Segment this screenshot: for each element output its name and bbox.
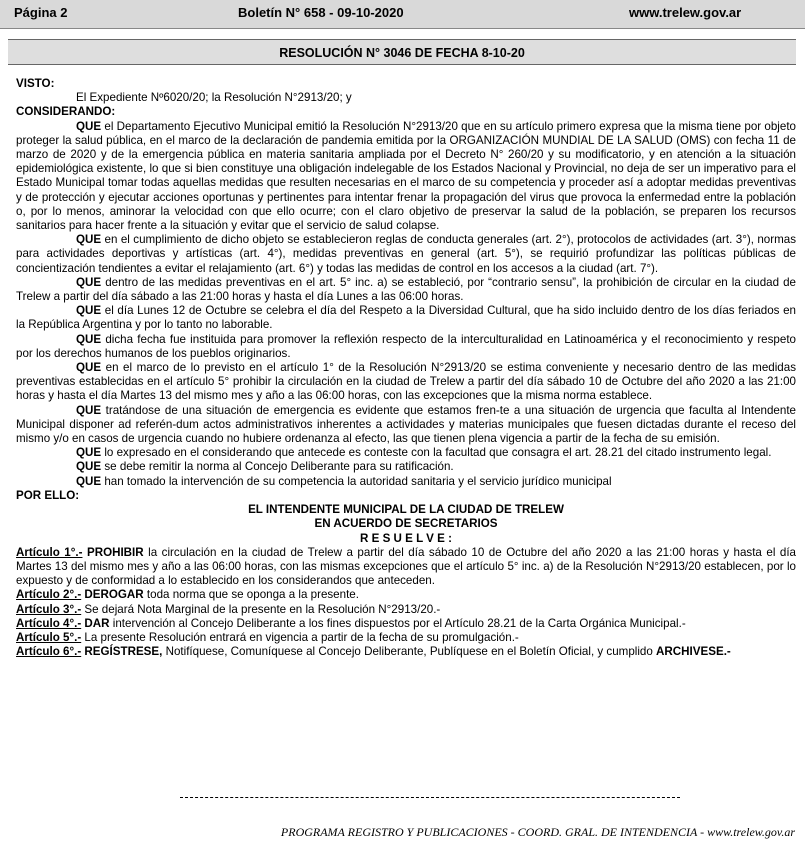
que-word: QUE bbox=[76, 446, 102, 460]
page-number: Página 2 bbox=[14, 5, 68, 20]
article-label: Artículo 4°.- bbox=[16, 616, 82, 630]
que-word: QUE bbox=[76, 275, 102, 289]
article-verb: REGÍSTRESE, bbox=[84, 645, 163, 659]
page-header bbox=[0, 0, 805, 29]
considerando-label: CONSIDERANDO: bbox=[16, 105, 116, 119]
article-2: Artículo 2°.- DEROGAR toda norma que se oponga a la presente. bbox=[16, 588, 359, 602]
article-label: Artículo 3°.- bbox=[16, 602, 82, 616]
considerando-item: QUE dicha fecha fue instituida para promover la reflexión respecto de la interculturalidad en Latinoamérica y el reconocimiento y respeto por los derechos humanos de los pueblos originarios. bbox=[16, 332, 796, 360]
que-word: QUE bbox=[76, 403, 102, 417]
article-5: Artículo 5°.- La presente Resolución entrará en vigencia a partir de la fecha de su promulgación.- bbox=[16, 630, 519, 644]
article-4: Artículo 4°.- DAR intervención al Concejo Deliberante a los fines dispuestos por el Artículo 28.21 de la Carta Orgánica Municipal.- bbox=[16, 616, 686, 630]
heading-intendente: EL INTENDENTE MUNICIPAL DE LA CIUDAD DE TRELEW bbox=[248, 503, 564, 517]
archivese-word: ARCHIVESE.- bbox=[656, 645, 731, 659]
article-label: Artículo 1°.- bbox=[16, 545, 83, 559]
resolution-body bbox=[16, 77, 796, 659]
considerando-item: QUE dentro de las medidas preventivas en el art. 5° inc. a) se estableció, por “contrario sensu”, la prohibición de circular en la ciudad de Trelew a partir del día sábado a las 21:00 horas y hasta el día Lunes a las 06:00 horas. bbox=[16, 275, 796, 304]
considerando-item: QUE en el marco de lo previsto en el artículo 1° de la Resolución N°2913/20 se estima conveniente y necesario dentro de las medidas preventivas establecidas en el artículo 5° prohibir la circulación en la ciudad de Trelew a partir del día sábado 10 de Octubre del año 2020 a las 21:00 horas y hasta el día Martes 13 del mismo mes y año a las 06:00 horas, con las excepciones que la misma norma establece. bbox=[16, 361, 796, 403]
que-word: QUE bbox=[76, 119, 102, 133]
article-verb: DAR bbox=[84, 616, 110, 630]
que-word: QUE bbox=[76, 304, 102, 318]
considerando-item: QUE han tomado la intervención de su competencia la autoridad sanitaria y el servicio jurídico municipal bbox=[76, 474, 612, 488]
article-3: Artículo 3°.- Se dejará Nota Marginal de la presente en la Resolución N°2913/20.- bbox=[16, 602, 441, 616]
considerando-item: QUE el día Lunes 12 de Octubre se celebra el día del Respeto a la Diversidad Cultural, que ha sido incluido dentro de los días feriados en la República Argentina y por lo tanto no laborable. bbox=[16, 304, 796, 332]
article-verb: DEROGAR bbox=[84, 588, 144, 602]
visto-label: VISTO: bbox=[16, 77, 55, 90]
bulletin-number: Boletín N° 658 - 09-10-2020 bbox=[238, 5, 404, 20]
que-word: QUE bbox=[76, 474, 102, 488]
resolution-title: RESOLUCIÓN N° 3046 DE FECHA 8-10-20 bbox=[8, 39, 796, 65]
por-ello-label: POR ELLO: bbox=[16, 488, 80, 502]
visto-text: El Expediente Nº6020/20; la Resolución N°2913/20; y bbox=[76, 91, 352, 105]
article-label: Artículo 6°.- bbox=[16, 645, 82, 659]
que-word: QUE bbox=[76, 233, 102, 247]
article-1: Artículo 1°.- PROHIBIR la circulación en la ciudad de Trelew a partir del día sábado 10 de Octubre del año 2020 a las 21:00 horas y hasta el día Martes 13 del mismo mes y año a las 06:00 horas, con las mismas excepciones que el artículo 5° inc. a) de la Resolución N°2913/20 establecen, por lo expuesto y de conformidad a lo establecido en los considerandos que anteceden. bbox=[16, 545, 796, 588]
considerando-item: QUE en el cumplimiento de dicho objeto se establecieron reglas de conducta generales (art. 2°), protocolos de actividades (art. 3°), normas para actividades deportivas y artísticas (art. 4°), medidas preventivas en general (art. 5°), se requirió profundizar las políticas públicas de concientización tendientes a evitar el relajamiento (art. 6°) y todas las medidas de control en los accesos a la ciudad (art. 7°). bbox=[16, 233, 796, 275]
article-label: Artículo 2°.- bbox=[16, 588, 82, 602]
article-label: Artículo 5°.- bbox=[16, 630, 82, 644]
article-verb: PROHIBIR bbox=[86, 545, 144, 559]
que-word: QUE bbox=[76, 460, 102, 474]
que-word: QUE bbox=[76, 361, 102, 375]
considerando-item: QUE tratándose de una situación de emergencia es evidente que estamos fren-te a una situación de urgencia que faculta al Intendente Municipal disponer ad referén-dum actos administrativos inherentes a actividades y materias municipales que fuesen dictadas durante el receso del mismo y/o en casos de urgencia cuando no hubiere ordenanza al efecto, las que tienen plena vigencia a partir de la fecha de su emisión. bbox=[16, 403, 796, 446]
footer-text: PROGRAMA REGISTRO Y PUBLICACIONES - COORD. GRAL. DE INTENDENCIA - www.trelew.gov.ar bbox=[280, 825, 795, 839]
site-url[interactable]: www.trelew.gov.ar bbox=[629, 5, 742, 20]
considerando-item: QUE el Departamento Ejecutivo Municipal emitió la Resolución N°2913/20 que en su artículo primero expresa que la misma tiene por objeto proteger la salud pública, en el marco de la declaración de pandemia emitida por la ORGANIZACIÓN MUNDIAL DE LA SALUD (OMS) con fecha 11 de marzo de 2020 y de la emergencia pública en materia sanitaria ampliada por el Decreto N° 260/20 y su modificatorio, y en atención a la situación epidemiológica existente, lo que si bien constituye una obligación indelegable de los Estados Nacional y Provincial, no deja de ser un imperativo para el Estado Municipal tomar todas aquellas medidas que resulten necesarias en el marco de su competencia y proceder así a adoptar medidas preventivas y de protección y ejecutar acciones oportunas y pertinentes para intentar frenar la propagación del virus que provoca la enfermedad entre la población o, por lo menos, aminorar la velocidad con que ello ocurre; con el claro objetivo de preservar la salud de la población, se preparen los recursos sanitarios para hacer frente a la situación y evitar que el servicio de salud colapse. bbox=[16, 119, 796, 233]
heading-secretarios: EN ACUERDO DE SECRETARIOS bbox=[314, 517, 498, 531]
considerando-item: QUE lo expresado en el considerando que antecede es conteste con la facultad que consagra el art. 28.21 del citado instrumento legal. bbox=[76, 446, 772, 460]
article-6: Artículo 6°.- REGÍSTRESE, Notifíquese, Comuníquese al Concejo Deliberante, Publíquese en el Boletín Oficial, y cumplido ARCHIVESE.- bbox=[16, 645, 731, 659]
resuelve-heading: R E S U E L V E : bbox=[360, 531, 452, 545]
divider bbox=[180, 797, 680, 798]
considerando-item: QUE se debe remitir la norma al Concejo Deliberante para su ratificación. bbox=[76, 460, 454, 474]
que-word: QUE bbox=[76, 332, 102, 346]
